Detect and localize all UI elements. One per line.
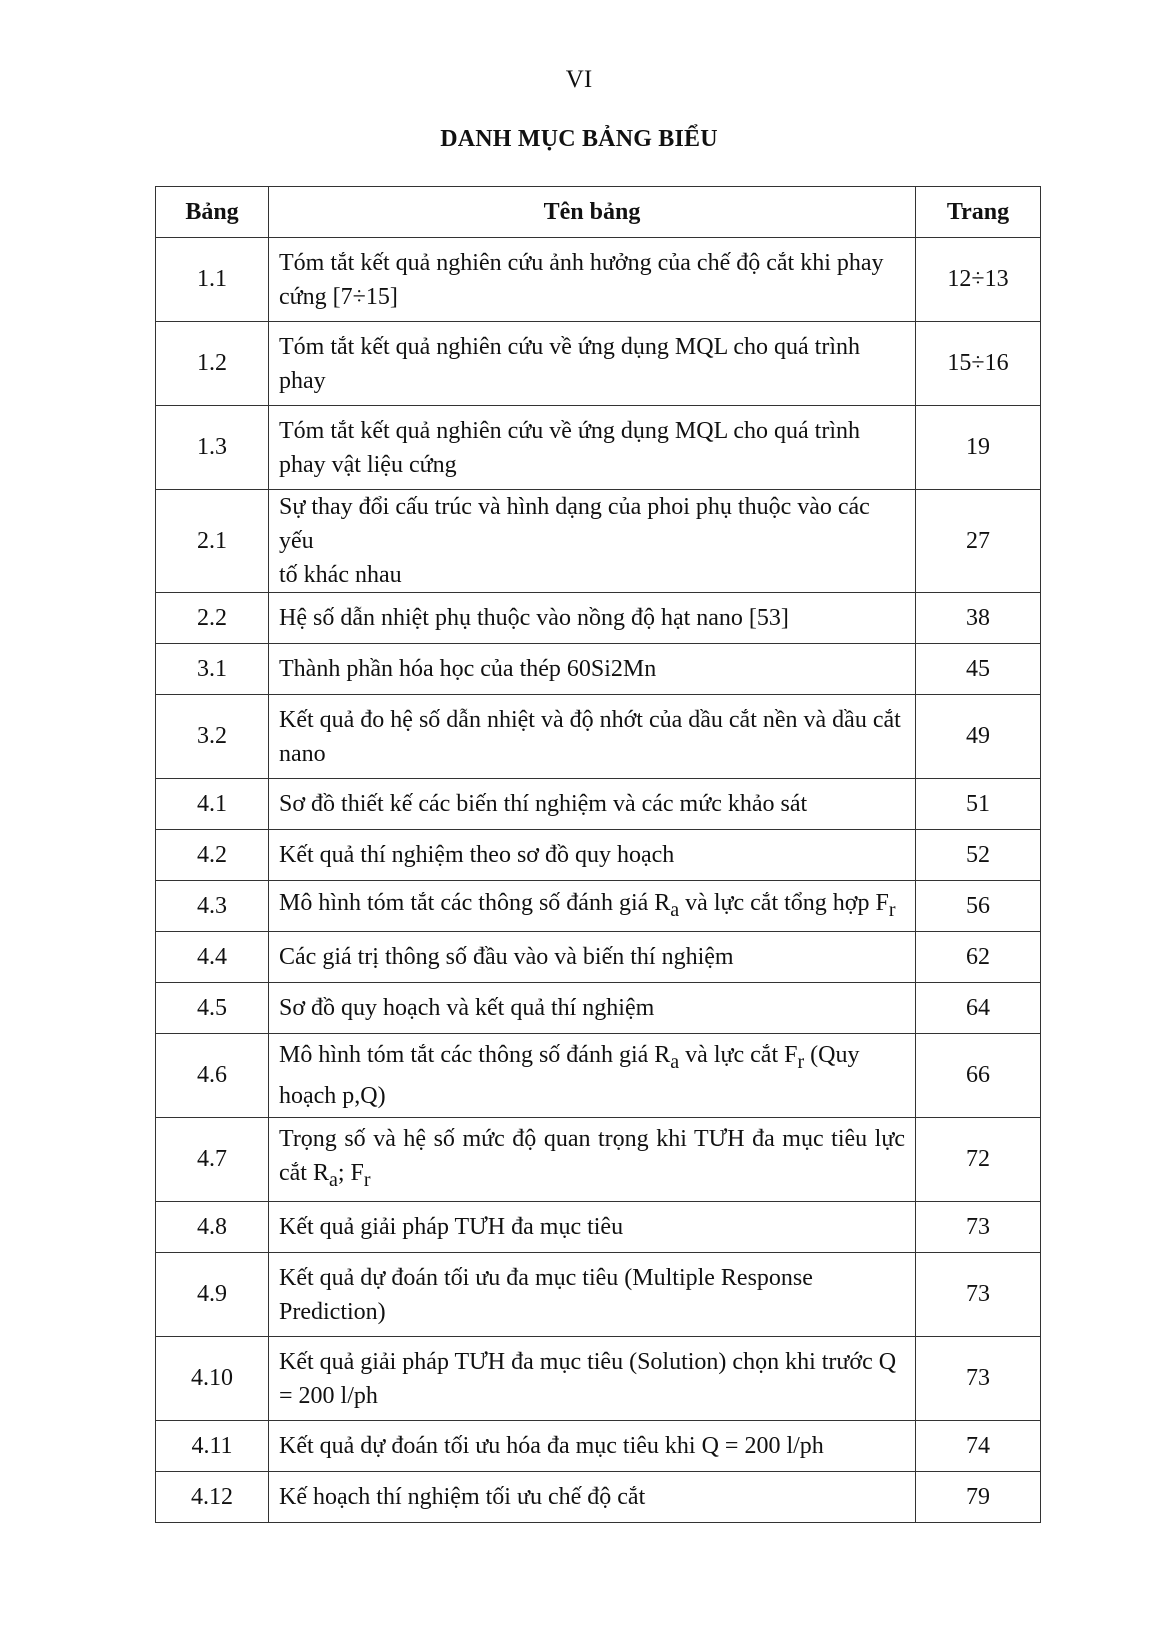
row-number: 4.11 (156, 1421, 269, 1472)
row-number: 3.2 (156, 695, 269, 779)
row-page: 56 (916, 881, 1041, 932)
row-page: 45 (916, 644, 1041, 695)
table-row (156, 695, 1041, 779)
table-row (156, 881, 1041, 932)
row-page: 51 (916, 779, 1041, 830)
row-name (269, 1118, 916, 1202)
table-row (156, 1202, 1041, 1253)
table-row (156, 490, 1041, 593)
table-row (156, 1253, 1041, 1337)
table-row (156, 1472, 1041, 1523)
row-number: 4.2 (156, 830, 269, 881)
header-number: Bảng (156, 187, 269, 238)
row-name-text: Mô hình tóm tắt các thông số đánh giá R (279, 889, 671, 916)
row-name-line2: phay (279, 367, 326, 394)
table-row (156, 1421, 1041, 1472)
row-name (269, 490, 916, 593)
table-row (156, 1034, 1041, 1118)
page-number: VI (565, 66, 593, 93)
page-title: DANH MỤC BẢNG BIỂU (440, 126, 718, 152)
row-number: 4.10 (156, 1337, 269, 1421)
row-name-line1: Tóm tắt kết quả nghiên cứu về ứng dụng MQL cho quá trình (279, 417, 861, 444)
row-name-text: Mô hình tóm tắt các thông số đánh giá R (279, 1042, 671, 1069)
row-number: 4.7 (156, 1118, 269, 1202)
row-name (269, 1337, 916, 1421)
subscript: a (670, 1050, 680, 1073)
row-name-line2: hoạch p,Q) (279, 1082, 386, 1109)
row-page: 52 (916, 830, 1041, 881)
row-name-line2: Prediction) (279, 1298, 386, 1325)
table-row (156, 830, 1041, 881)
row-name (269, 1253, 916, 1337)
header-name: Tên bảng (269, 187, 916, 238)
row-name (269, 406, 916, 490)
row-number: 2.2 (156, 593, 269, 644)
row-name-line1: Kết quả đo hệ số dẫn nhiệt và độ nhớt của dầu cắt nền và dầu cắt (279, 706, 901, 733)
row-page: 49 (916, 695, 1041, 779)
row-name: Các giá trị thông số đầu vào và biến thí nghiệm (269, 932, 916, 983)
row-page: 27 (916, 490, 1041, 593)
row-name (269, 1034, 916, 1118)
row-number: 3.1 (156, 644, 269, 695)
row-page: 73 (916, 1253, 1041, 1337)
table-row (156, 238, 1041, 322)
list-of-tables (155, 186, 1041, 1523)
row-page: 79 (916, 1472, 1041, 1523)
row-name (269, 238, 916, 322)
row-name (269, 881, 916, 932)
row-name-line1: Tóm tắt kết quả nghiên cứu về ứng dụng MQL cho quá trình (279, 333, 861, 360)
row-number: 1.3 (156, 406, 269, 490)
row-number: 2.1 (156, 490, 269, 593)
table-row (156, 406, 1041, 490)
row-name: Thành phần hóa học của thép 60Si2Mn (269, 644, 916, 695)
row-number: 4.6 (156, 1034, 269, 1118)
row-name-text: ; F (337, 1160, 364, 1187)
table-row (156, 644, 1041, 695)
subscript: r (363, 1168, 371, 1191)
row-name-line1: Sự thay đổi cấu trúc và hình dạng của phoi phụ thuộc vào các yếu (279, 494, 870, 554)
row-number: 4.3 (156, 881, 269, 932)
row-number: 1.2 (156, 322, 269, 406)
row-page: 73 (916, 1337, 1041, 1421)
row-name-line2: phay vật liệu cứng (279, 451, 457, 478)
row-name: Sơ đồ quy hoạch và kết quả thí nghiệm (269, 983, 916, 1034)
table-row (156, 983, 1041, 1034)
row-number: 1.1 (156, 238, 269, 322)
row-name-line2: nano (279, 740, 326, 767)
row-name-text: (Quy (804, 1042, 860, 1069)
row-name-text: cắt R (279, 1160, 329, 1187)
row-number: 4.8 (156, 1202, 269, 1253)
row-name: Kết quả giải pháp TƯH đa mục tiêu (269, 1202, 916, 1253)
row-name-line1: Tóm tắt kết quả nghiên cứu ảnh hưởng của chế độ cắt khi phay (279, 249, 884, 276)
subscript: a (328, 1168, 338, 1191)
table-header-row (156, 187, 1041, 238)
subscript: r (797, 1050, 805, 1073)
row-number: 4.5 (156, 983, 269, 1034)
row-name-line1: Kết quả giải pháp TƯH đa mục tiêu (Solution) chọn khi trước Q (279, 1348, 897, 1375)
table-row (156, 1118, 1041, 1202)
row-page: 15÷16 (916, 322, 1041, 406)
row-name: Kế hoạch thí nghiệm tối ưu chế độ cắt (269, 1472, 916, 1523)
table-row (156, 1337, 1041, 1421)
row-page: 74 (916, 1421, 1041, 1472)
header-page: Trang (916, 187, 1041, 238)
subscript: a (670, 898, 680, 921)
row-name-line1: Trọng số và hệ số mức độ quan trọng khi TƯH đa mục tiêu lực (279, 1126, 905, 1153)
row-name-line2: cứng [7÷15] (279, 283, 398, 310)
row-name: Sơ đồ thiết kế các biến thí nghiệm và các mức khảo sát (269, 779, 916, 830)
table-row (156, 322, 1041, 406)
subscript: r (888, 898, 896, 921)
table-row (156, 779, 1041, 830)
row-number: 4.9 (156, 1253, 269, 1337)
row-page: 66 (916, 1034, 1041, 1118)
row-page: 12÷13 (916, 238, 1041, 322)
row-name (269, 322, 916, 406)
table-row (156, 932, 1041, 983)
row-name-line2: tố khác nhau (279, 562, 402, 588)
row-page: 72 (916, 1118, 1041, 1202)
table-row (156, 593, 1041, 644)
row-page: 73 (916, 1202, 1041, 1253)
row-page: 38 (916, 593, 1041, 644)
row-name: Kết quả thí nghiệm theo sơ đồ quy hoạch (269, 830, 916, 881)
row-number: 4.1 (156, 779, 269, 830)
row-name-text: và lực cắt F (679, 1042, 798, 1069)
row-page: 62 (916, 932, 1041, 983)
row-name: Hệ số dẫn nhiệt phụ thuộc vào nồng độ hạt nano [53] (269, 593, 916, 644)
row-page: 19 (916, 406, 1041, 490)
row-name-text: và lực cắt tổng hợp F (679, 889, 889, 916)
row-name: Kết quả dự đoán tối ưu hóa đa mục tiêu khi Q = 200 l/ph (269, 1421, 916, 1472)
row-name (269, 695, 916, 779)
row-name-line1: Kết quả dự đoán tối ưu đa mục tiêu (Multiple Response (279, 1264, 813, 1291)
row-page: 64 (916, 983, 1041, 1034)
row-number: 4.4 (156, 932, 269, 983)
row-number: 4.12 (156, 1472, 269, 1523)
row-name-line2: = 200 l/ph (279, 1382, 378, 1409)
